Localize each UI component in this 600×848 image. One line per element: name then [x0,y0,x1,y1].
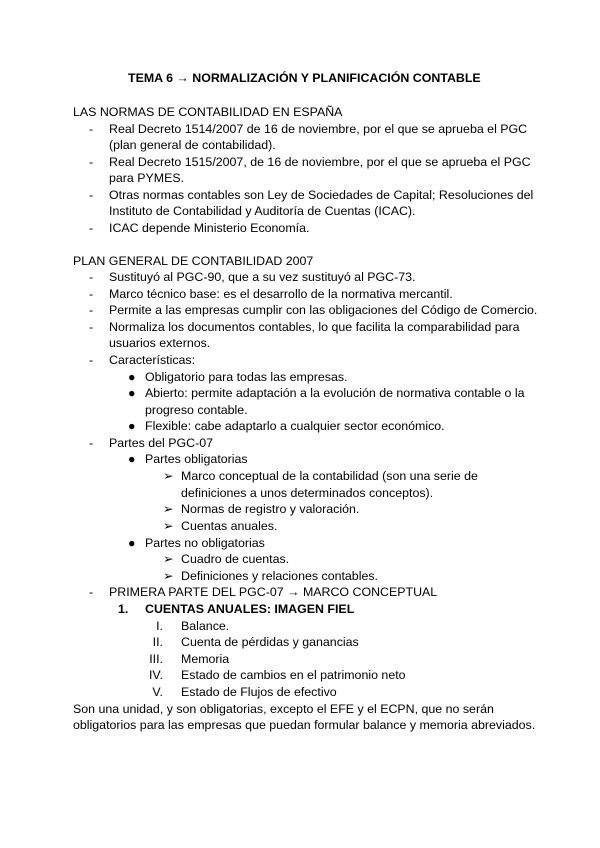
bullet-marker: ● [128,452,136,466]
list-item: PRIMERA PARTE DEL PGC-07 → MARCO CONCEPTUAL [109,585,438,599]
list-item: Partes del PGC-07 [109,436,213,450]
arrow-marker: ➢ [163,569,174,583]
bullet-marker: ● [128,386,136,400]
roman-list-item: Balance. [181,619,230,633]
dash-marker: - [89,122,94,136]
bullet-marker: ● [128,419,136,433]
dash-marker: - [89,188,94,202]
roman-marker: II. [152,635,163,649]
list-item: Características: [109,353,196,367]
dash-marker: - [89,221,94,235]
list-item: Real Decreto 1514/2007 de 16 de noviembre, por el que se aprueba el PGC [109,122,528,136]
sub-sub-list-item: Cuentas anuales. [181,519,278,533]
roman-list-item: Memoria [181,652,230,666]
bullet-marker: ● [128,370,136,384]
closing-paragraph-line: obligatorios para las empresas que puedan formular balance y memoria abreviados. [73,718,536,732]
dash-marker: - [89,287,94,301]
closing-paragraph-line: Son una unidad, y son obligatorias, excepto el EFE y el ECPN, que no serán [73,702,494,716]
sub-sub-list-item: Definiciones y relaciones contables. [181,569,378,583]
sub-list-item: Partes no obligatorias [145,536,265,550]
arrow-marker: ➢ [163,469,174,483]
section-heading-normas: LAS NORMAS DE CONTABILIDAD EN ESPAÑA [73,105,343,119]
roman-marker: IV. [148,668,163,682]
numbered-marker: 1. [118,602,129,616]
roman-marker: V. [152,685,163,699]
list-item: Real Decreto 1515/2007, de 16 de noviembre, por el que se aprueba el PGC [109,155,531,169]
dash-marker: - [89,585,94,599]
roman-list-item: Estado de cambios en el patrimonio neto [181,668,406,682]
section-heading-plan-general: PLAN GENERAL DE CONTABILIDAD 2007 [73,254,314,268]
dash-marker: - [89,353,94,367]
list-item: Marco técnico base: es el desarrollo de la normativa mercantil. [109,287,453,301]
numbered-heading: CUENTAS ANUALES: IMAGEN FIEL [145,602,355,616]
dash-marker: - [89,320,94,334]
list-item-continuation: Instituto de Contabilidad y Auditoría de Cuentas (ICAC). [109,204,416,218]
sub-sub-list-item: Cuadro de cuentas. [181,552,290,566]
list-item: ICAC depende Ministerio Economía. [109,221,310,235]
dash-marker: - [89,436,94,450]
list-item: Normaliza los documentos contables, lo que facilita la comparabilidad para [109,320,520,334]
dash-marker: - [89,155,94,169]
list-item-continuation: para PYMES. [109,171,185,185]
list-item: Sustituyó al PGC-90, que a su vez sustituyó al PGC-73. [109,270,416,284]
sub-list-item: Abierto: permite adaptación a la evolución de normativa contable o la [145,386,525,400]
arrow-marker: ➢ [163,519,174,533]
dash-marker: - [89,303,94,317]
roman-marker: I. [156,619,163,633]
arrow-marker: ➢ [163,552,174,566]
list-item-continuation: usuarios externos. [109,336,211,350]
sub-sub-list-item-continuation: definiciones a unos determinados conceptos). [181,486,434,500]
list-item-continuation: (plan general de contabilidad). [109,138,276,152]
sub-list-item: Flexible: cabe adaptarlo a cualquier sector económico. [145,419,445,433]
list-item: Permite a las empresas cumplir con las obligaciones del Código de Comercio. [109,303,538,317]
sub-list-item-continuation: progreso contable. [145,403,248,417]
dash-marker: - [89,270,94,284]
sub-sub-list-item: Normas de registro y valoración. [181,502,360,516]
page-title: TEMA 6 → NORMALIZACIÓN Y PLANIFICACIÓN CONTABLE [128,71,481,85]
sub-list-item: Partes obligatorias [145,452,248,466]
list-item: Otras normas contables son Ley de Sociedades de Capital; Resoluciones del [109,188,534,202]
arrow-marker: ➢ [163,502,174,516]
sub-list-item: Obligatorio para todas las empresas. [145,370,348,384]
bullet-marker: ● [128,536,136,550]
roman-marker: III. [149,652,163,666]
roman-list-item: Cuenta de pérdidas y ganancias [181,635,359,649]
sub-sub-list-item: Marco conceptual de la contabilidad (son una serie de [181,469,478,483]
roman-list-item: Estado de Flujos de efectivo [181,685,337,699]
